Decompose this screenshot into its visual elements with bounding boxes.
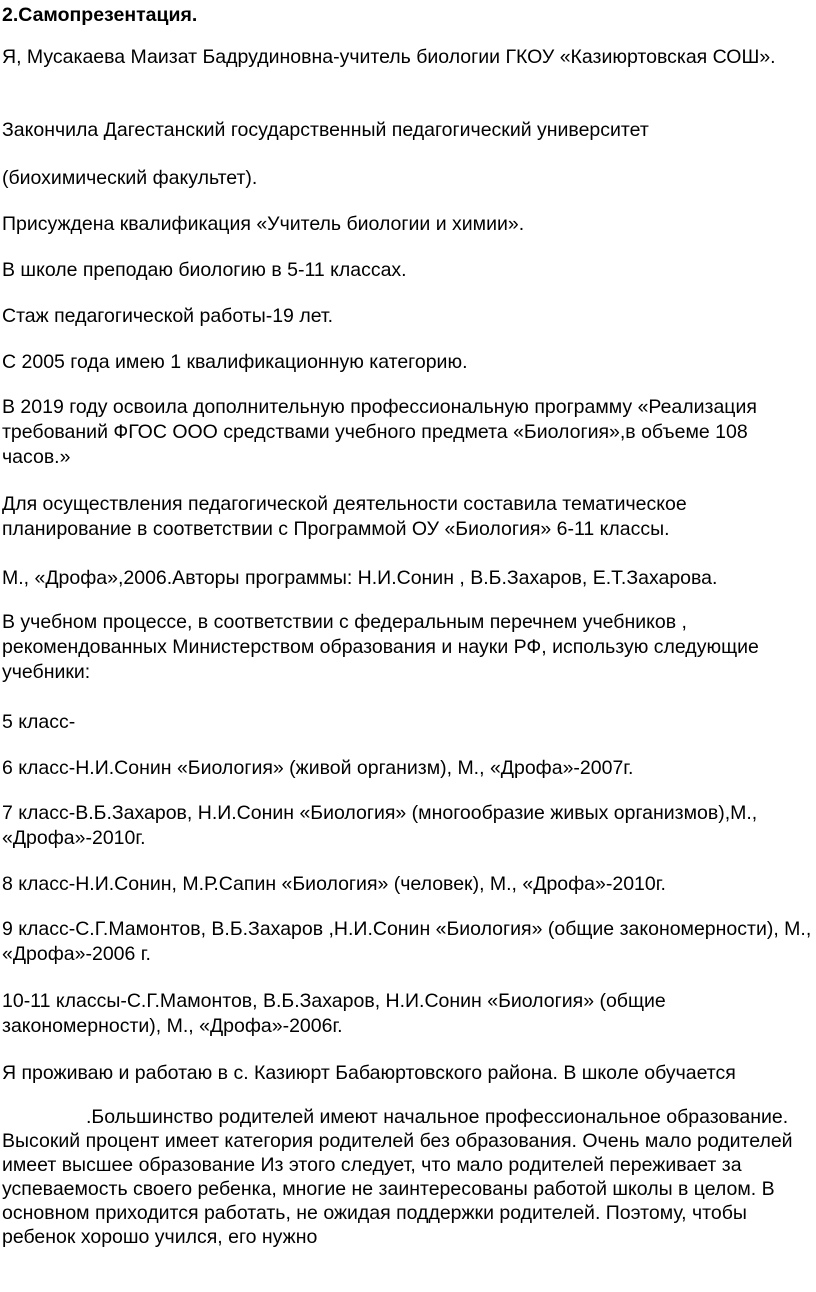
list-item-grade-5: 5 класс- — [2, 711, 76, 733]
list-item-grade-10-11: 10-11 классы-С.Г.Мамонтов, В.Б.Захаров, Н.И.Сонин «Биология» (общие закономерности), М., «Дрофа»-2006г. — [2, 990, 666, 1037]
paragraph-qualification: Присуждена квалификация «Учитель биологии и химии». — [2, 213, 525, 235]
paragraph-training: В 2019 году освоила дополнительную профессиональную программу «Реализация требований ФГОС ООО средствами учебного предмета «Биология»,в объеме 108 часов.» — [2, 396, 757, 468]
list-item-grade-9: 9 класс-С.Г.Мамонтов, В.Б.Захаров ,Н.И.Сонин «Биология» (общие закономерности), М., «Дрофа»-2006 г. — [2, 918, 812, 965]
paragraph-teaching: В школе преподаю биологию в 5-11 классах. — [2, 259, 407, 281]
document-heading: 2.Самопрезентация. — [2, 4, 198, 26]
paragraph-education: Закончила Дагестанский государственный педагогический университет — [2, 119, 649, 141]
paragraph-category: С 2005 года имею 1 квалификационную категорию. — [2, 351, 468, 373]
paragraph-residence: Я проживаю и работаю в с. Казиюрт Бабаюртовского района. В школе обучается — [2, 1062, 736, 1084]
list-item-grade-7: 7 класс-В.Б.Захаров, Н.И.Сонин «Биология» (многообразие живых организмов),М., «Дрофа»-2010г. — [2, 802, 758, 849]
paragraph-planning: Для осуществления педагогической деятельности составила тематическое планирование в соответствии с Программой ОУ «Биология» 6-11 классы. — [2, 493, 687, 540]
paragraph-intro: Я, Мусакаева Маизат Бадрудиновна-учитель биологии ГКОУ «Казиюртовская СОШ». — [2, 46, 776, 68]
paragraph-textbooks-intro: В учебном процессе, в соответствии с федеральным перечнем учебников , рекомендованных Министерством образования и науки РФ, использую следующие учебники: — [2, 611, 759, 683]
paragraph-parents: .Большинство родителей имеют начальное профессиональное образование. Высокий процент имеет категория родителей без образования. Очень мало родителей имеет высшее образование Из этого следует, что мало родителей переживает за успеваемость своего ребенка, многие не заинтересованы работой школы в целом. В основном приходится работать, не ожидая поддержки родителей. Поэтому, чтобы ребенок хорошо учился, его нужно — [2, 1106, 793, 1248]
list-item-grade-6: 6 класс-Н.И.Сонин «Биология» (живой организм), М., «Дрофа»-2007г. — [2, 757, 634, 779]
paragraph-program-authors: М., «Дрофа»,2006.Авторы программы: Н.И.Сонин , В.Б.Захаров, Е.Т.Захарова. — [2, 567, 718, 589]
paragraph-experience: Стаж педагогической работы-19 лет. — [2, 305, 334, 327]
paragraph-faculty: (биохимический факультет). — [2, 167, 258, 189]
list-item-grade-8: 8 класс-Н.И.Сонин, М.Р.Сапин «Биология» (человек), М., «Дрофа»-2010г. — [2, 873, 666, 895]
